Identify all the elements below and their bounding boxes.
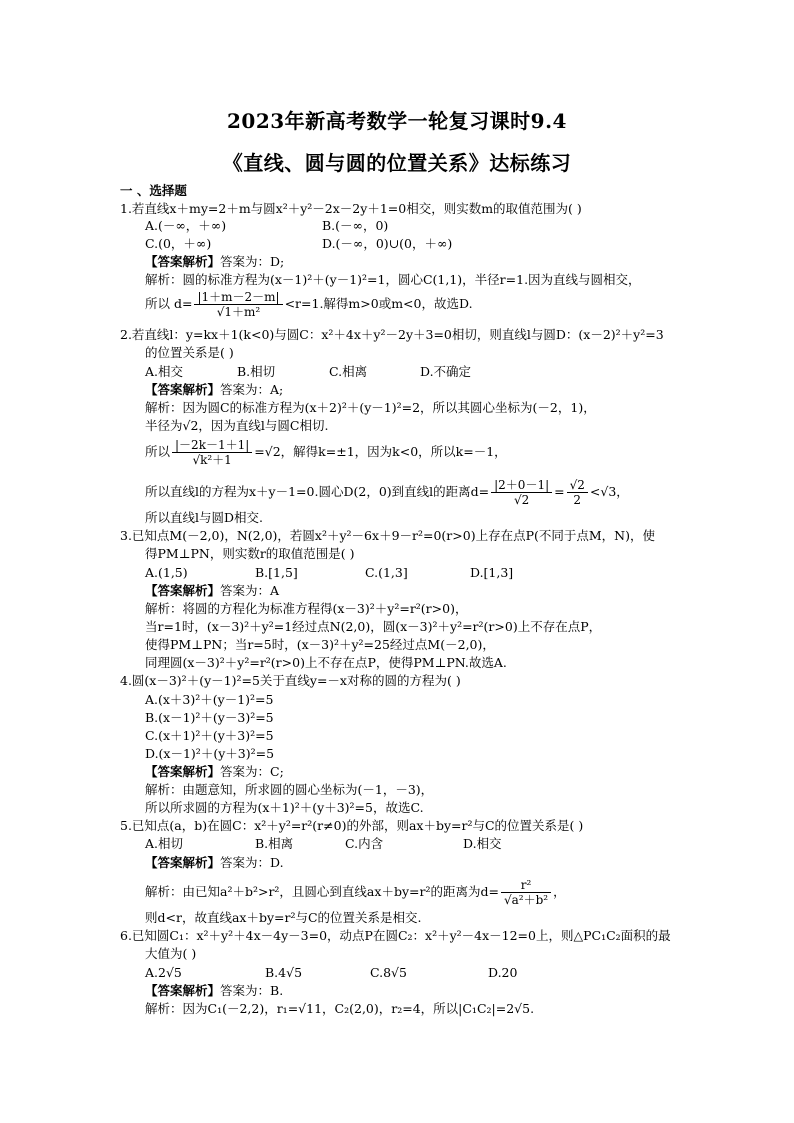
q2-exp4-post: <√3， [589,484,629,499]
q2-option-d: D.不确定 [420,364,472,379]
q2-explanation-5: 所以直线l与圆D相交. [145,510,263,525]
q2-frac2-num: |2＋0－1| [491,478,552,493]
q1-explanation-2 [145,290,473,319]
section-heading: 一 、选择题 [120,183,187,198]
q5-fraction [501,878,551,907]
q3-option-d: D.[1,3] [470,565,514,580]
q1-answer-text: 答案为：D; [220,254,285,269]
q5-frac-num: r² [501,878,551,893]
q5-option-a: A.相切 [145,836,184,851]
q4-stem: 4.圆(x－3)²＋(y－1)²=5关于直线y=－x对称的圆的方程为( ) [120,673,461,688]
q2-fraction-3 [567,478,588,507]
answer-label: 【答案解析】 [145,382,221,397]
q2-frac1-den: √k²＋1 [192,453,232,467]
q4-explanation-1: 解析：由题意知，所求圆的圆心坐标为(－1，－3)， [145,782,434,797]
q5-option-d: D.相交 [463,836,502,851]
q1-exp2-post: <r=1.解得m>0或m<0，故选D. [284,296,473,311]
q2-stem-1: 2.若直线l：y=kx＋1(k<0)与圆C：x²＋4x＋y²－2y＋3=0相切，则直线l与圆D：(x－2)²＋y²=3 [120,327,664,342]
q3-option-a: A.(1,5) [145,565,188,580]
q1-answer [145,254,284,270]
q6-answer-text: 答案为：B. [220,983,284,998]
q2-frac1-num: |－2k－1＋1| [172,438,252,453]
q2-exp4-mid: = [554,484,565,499]
answer-label: 【答案解析】 [145,983,221,998]
q2-frac3-den: 2 [573,493,582,507]
q4-option-a: A.(x＋3)²＋(y－1)²=5 [145,692,274,707]
q5-exp1-pre: 解析：由已知a²＋b²>r²，且圆心到直线ax＋by=r²的距离为d= [145,884,499,899]
q6-option-c: C.8√5 [370,965,407,980]
q2-explanation-1: 解析：因为圆C的标准方程为(x＋2)²＋(y－1)²=2，所以其圆心坐标为(－2，1)， [145,400,596,415]
q2-exp3-pre: 所以 [145,444,171,459]
q4-answer-text: 答案为：C; [220,764,284,779]
q2-exp4-pre: 所以直线l的方程为x＋y－1=0.圆心D(2，0)到直线l的距离d= [145,484,490,499]
q2-frac3-num: √2 [567,478,588,493]
q2-option-c: C.相离 [329,364,368,379]
q1-fraction [194,290,282,319]
q5-explanation-2: 则d<r，故直线ax＋by=r²与C的位置关系是相交. [145,910,422,925]
q2-exp3-post: =√2，解得k=±1，因为k<0，所以k=－1， [254,444,507,459]
q2-answer [145,382,283,398]
q6-option-b: B.4√5 [265,965,303,980]
q3-option-b: B.[1,5] [255,565,298,580]
q1-stem: 1.若直线x＋my=2＋m与圆x²＋y²－2x－2y＋1=0相交，则实数m的取值范围为( ) [120,201,582,216]
q3-explanation-2: 当r=1时，(x－3)²＋y²=1经过点N(2,0)，圆(x－3)²＋y²=r²(r>0)上不存在点P， [145,619,602,634]
q2-fraction-2 [491,478,552,507]
q6-stem-2: 大值为( ) [145,946,197,961]
q4-option-b: B.(x－1)²＋(y－3)²=5 [145,710,274,725]
q1-exp2-pre: 所以 d= [145,296,193,311]
q1-explanation-1: 解析：圆的标准方程为(x－1)²＋(y－1)²=1，圆心C(1,1)，半径r=1.因为直线与圆相交， [145,272,641,287]
q3-stem-1: 3.已知点M(－2,0)，N(2,0)，若圆x²＋y²－6x＋9－r²=0(r>0)上存在点P(不同于点M，N)，使 [120,528,655,543]
q4-answer [145,764,284,780]
q2-option-a: A.相交 [145,364,184,379]
q2-explanation-4 [145,478,629,507]
q5-explanation-1 [145,878,566,907]
q2-frac2-den: √2 [513,493,530,507]
q6-option-d: D.20 [488,965,518,980]
q3-answer-text: 答案为：A [220,583,280,598]
document-subtitle: 《直线、圆与圆的位置关系》达标练习 [222,151,572,175]
q3-explanation-4: 同理圆(x－3)²＋y²=r²(r>0)上不存在点P，使得PM⊥PN.故选A. [145,655,507,670]
q3-explanation-3: 使得PM⊥PN；当r=5时，(x－3)²＋y²=25经过点M(－2,0)， [145,637,495,652]
q2-option-b: B.相切 [237,364,276,379]
q1-option-d: D.(－∞，0)∪(0，＋∞) [322,236,453,251]
q4-explanation-2: 所以所求圆的方程为(x＋1)²＋(y＋3)²=5，故选C. [145,800,424,815]
answer-label: 【答案解析】 [145,855,221,870]
q2-stem-2: 的位置关系是( ) [145,345,234,360]
answer-label: 【答案解析】 [145,583,221,598]
q3-explanation-1: 解析：将圆的方程化为标准方程得(x－3)²＋y²=r²(r>0)， [145,601,468,616]
q6-answer [145,983,283,999]
q6-stem-1: 6.已知圆C₁：x²＋y²＋4x－4y－3=0，动点P在圆C₂：x²＋y²－4x－12=0上，则△PC₁C₂面积的最 [120,928,671,943]
q2-explanation-3 [145,438,507,467]
q1-option-a: A.(－∞，＋∞) [145,218,227,233]
q3-answer [145,583,279,599]
q3-option-c: C.(1,3] [365,565,408,580]
answer-label: 【答案解析】 [145,254,221,269]
q5-option-c: C.内含 [345,836,384,851]
q5-answer-text: 答案为：D. [220,855,284,870]
q2-answer-text: 答案为：A; [220,382,284,397]
q2-explanation-2: 半径为√2，因为直线l与圆C相切. [145,418,329,433]
answer-label: 【答案解析】 [145,764,221,779]
q1-option-c: C.(0，＋∞) [145,236,212,251]
q1-frac-num: |1＋m－2－m| [194,290,282,305]
q4-option-c: C.(x＋1)²＋(y＋3)²=5 [145,728,274,743]
q5-stem: 5.已知点(a，b)在圆C：x²＋y²=r²(r≠0)的外部，则ax＋by=r²与C的位置关系是( ) [120,818,584,833]
q4-option-d: D.(x－1)²＋(y＋3)²=5 [145,746,275,761]
q3-stem-2: 得PM⊥PN，则实数r的取值范围是( ) [145,546,355,561]
q1-frac-den: √1＋m² [216,305,261,319]
q1-option-b: B.(－∞，0) [322,218,389,233]
q2-fraction-1 [172,438,252,467]
q6-option-a: A.2√5 [145,965,182,980]
q5-answer [145,855,284,871]
q5-exp1-post: ， [553,884,566,899]
document-title: 2023年新高考数学一轮复习课时9.4 [227,109,567,133]
q6-explanation-1: 解析：因为C₁(－2,2)，r₁=√11，C₂(2,0)，r₂=4，所以|C₁C₂|=2√5. [145,1001,535,1016]
q5-option-b: B.相离 [255,836,294,851]
q5-frac-den: √a²＋b² [503,893,549,907]
